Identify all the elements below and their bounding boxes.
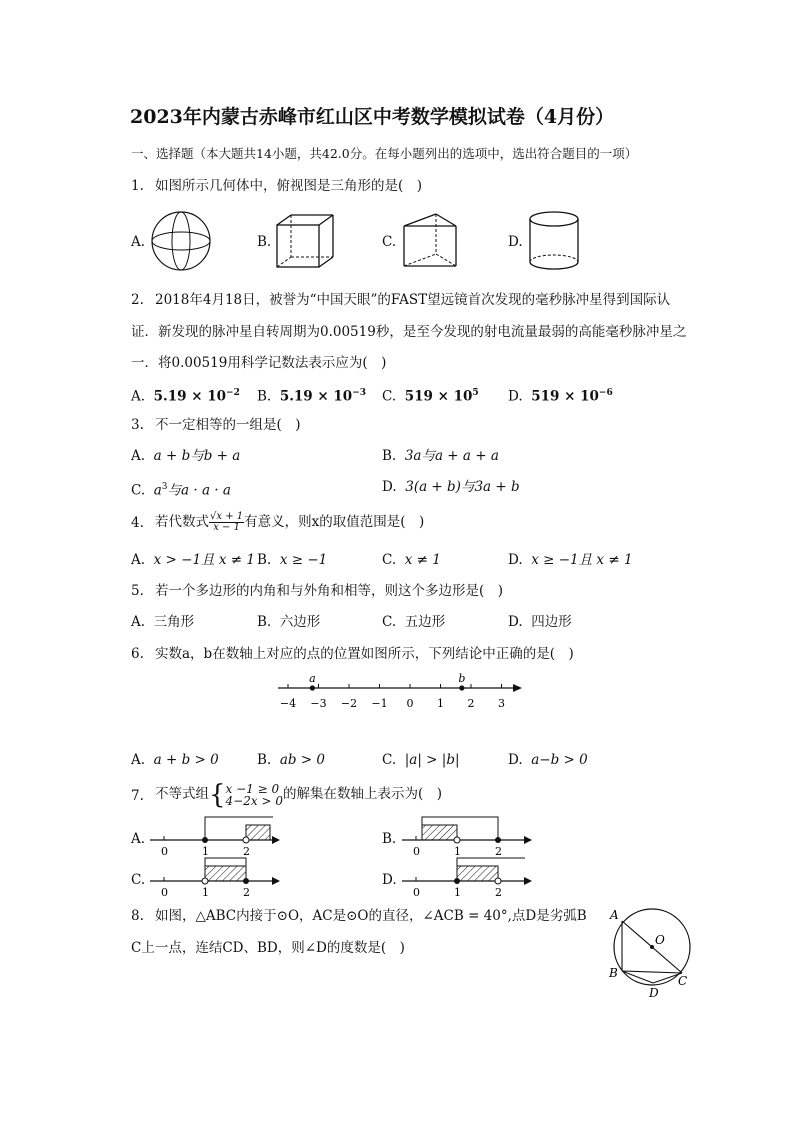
q8-label-a: A (610, 908, 619, 922)
q3-option-c-sup: 3 (161, 482, 168, 492)
q5-option-c[interactable] (382, 614, 445, 630)
q2-option-c-label: C. (382, 388, 397, 405)
q5-number: 5. (131, 583, 144, 599)
q3-option-d-text: 3(a + b)与3a + b (405, 479, 520, 495)
q6-option-c[interactable] (382, 752, 460, 768)
q4-stem-pre: 若代数式 (155, 514, 209, 530)
q8-stem-line2: C上一点，连结CD、BD，则∠D的度数是( ) (131, 940, 405, 956)
q4-option-b-text: x ≥ −1 (279, 552, 328, 568)
q7-option-d-tick-0: 0 (413, 886, 420, 899)
q6-tick-label: 3 (498, 697, 505, 710)
q7-brace: { (209, 779, 226, 810)
q5-option-a-label: A. (131, 614, 146, 630)
q4-stem (155, 508, 424, 536)
q5-option-a[interactable] (131, 614, 194, 630)
q6-point-a (310, 685, 315, 690)
q7-option-c-label[interactable]: C. (131, 872, 146, 888)
q4-option-a-text: x > −1且 x ≠ 1 (153, 552, 255, 568)
q6-tick-label: −1 (371, 697, 388, 710)
q6-option-d-label: D. (508, 752, 523, 768)
q2-option-c-text: 519 × 10 (404, 388, 473, 405)
q6-axis-arrow (513, 684, 522, 692)
q7-option-a-figure (148, 815, 283, 860)
q5-option-c-label: C. (382, 614, 397, 630)
q4-option-a[interactable] (131, 552, 255, 568)
q7-system (226, 783, 283, 807)
q5-option-d-label: D. (508, 614, 523, 630)
q7-option-c-figure (148, 856, 283, 901)
q5-option-b-label: B. (257, 614, 272, 630)
q7-option-d-tick-2: 2 (495, 886, 502, 899)
q3-option-d[interactable] (382, 479, 520, 495)
q5-option-d-text: 四边形 (531, 614, 572, 630)
q6-option-d[interactable] (508, 752, 588, 768)
q7-option-d-label[interactable]: D. (382, 872, 397, 888)
q2-option-b-text: 5.19 × 10 (279, 388, 353, 405)
q7-option-c-tick-0: 0 (161, 886, 168, 899)
q6-option-a-text: a + b > 0 (153, 752, 219, 768)
q7-option-b-label[interactable]: B. (382, 831, 397, 847)
q6-number-line (270, 670, 530, 720)
q2-option-b[interactable] (257, 385, 366, 405)
q7-option-c-tick-1: 1 (202, 886, 209, 899)
q6-point-a-label: a (309, 672, 316, 685)
q1-option-d-label[interactable]: D. (508, 234, 523, 250)
q7-option-b-tick-1: 1 (454, 845, 461, 858)
cube-icon (275, 213, 337, 269)
q8-label-d: D (649, 986, 659, 1000)
q6-option-c-text: |a| > |b| (404, 752, 460, 768)
q6-tick-label: −4 (279, 697, 297, 710)
q4-option-b-label: B. (257, 552, 272, 568)
q5-option-a-text: 三角形 (153, 614, 195, 630)
q3-option-a-label: A. (131, 448, 146, 464)
q8-label-b: B (609, 966, 618, 980)
q1-number: 1. (131, 178, 144, 194)
q2-option-d-label: D. (508, 388, 523, 405)
q7-stem-post: 的解集在数轴上表示为( ) (282, 786, 443, 802)
q4-option-d[interactable] (508, 552, 633, 568)
q3-number: 3. (131, 417, 144, 433)
q2-stem-line2: 证．新发现的脉冲星自转周期为0.00519秒，是至今发现的射电流量最弱的高能毫秒脉冲星之 (131, 324, 687, 340)
q2-option-a[interactable] (131, 385, 240, 405)
q3-option-b-text: 3a与a + a + a (404, 448, 499, 464)
q7-option-a-tick-2: 2 (243, 845, 250, 858)
q1-option-b-label[interactable]: B. (257, 234, 272, 250)
q7-option-b-figure (400, 815, 535, 860)
q5-option-b-text: 六边形 (279, 614, 321, 630)
q4-option-d-label: D. (508, 552, 523, 568)
q4-option-c[interactable] (382, 552, 441, 568)
q7-option-b-tick-0: 0 (413, 845, 420, 858)
q2-option-a-sup: −2 (226, 388, 240, 398)
q3-option-a-text: a + b与b + a (153, 448, 241, 464)
q8-number: 8. (131, 908, 144, 924)
q2-option-d-text: 519 × 10 (531, 388, 599, 405)
q6-number: 6. (131, 646, 144, 662)
q8-label-c: C (678, 974, 688, 988)
cylinder-icon (527, 210, 581, 272)
q3-option-d-label: D. (382, 479, 397, 495)
sphere-icon (150, 210, 214, 272)
q5-option-c-text: 五边形 (404, 614, 446, 630)
q2-option-d-sup: −6 (598, 388, 613, 398)
q6-option-a-label: A. (131, 752, 146, 768)
q7-stem (155, 778, 442, 810)
q7-option-a-tick-0: 0 (161, 845, 168, 858)
q7-option-b-tick-2: 2 (495, 845, 502, 858)
q3-option-c-pre: a (153, 482, 162, 499)
q4-option-c-text: x ≠ 1 (404, 552, 441, 568)
section-heading: 一、选择题（本大题共14小题，共42.0分。在每小题列出的选项中，选出符合题目的一项） (131, 146, 638, 161)
q4-fraction-num: √x + 1 (210, 511, 244, 522)
q4-option-a-label: A. (131, 552, 146, 568)
q2-option-d[interactable] (508, 385, 613, 405)
q6-option-b[interactable] (257, 752, 325, 768)
page-title: 2023年内蒙古赤峰市红山区中考数学模拟试卷（4月份） (130, 106, 615, 128)
q7-stem-pre: 不等式组 (155, 786, 209, 802)
q4-option-c-label: C. (382, 552, 397, 568)
q6-option-d-text: a−b > 0 (531, 752, 588, 768)
q2-option-c-sup: 5 (472, 388, 479, 398)
q3-option-a[interactable] (131, 448, 240, 464)
q3-option-c-post: 与a · a · a (167, 482, 231, 499)
q6-tick-label: −3 (310, 697, 327, 710)
q1-option-c-label[interactable]: C. (382, 234, 397, 250)
q3-option-c-label: C. (131, 482, 146, 499)
q6-option-b-label: B. (257, 752, 272, 768)
q5-option-b[interactable] (257, 614, 320, 630)
q4-fraction (209, 512, 244, 533)
triangular-prism-icon (400, 212, 462, 270)
q2-option-a-label: A. (131, 388, 146, 405)
q7-system-line1: x −1 ≥ 0 (225, 781, 280, 796)
q3-option-b-label: B. (382, 448, 397, 464)
q6-option-a[interactable] (131, 752, 219, 768)
q8-label-o: O (655, 933, 665, 947)
q6-option-c-label: C. (382, 752, 397, 768)
q7-option-c-tick-2: 2 (243, 886, 250, 899)
q3-stem: 不一定相等的一组是( ) (155, 417, 301, 433)
q5-option-d[interactable] (508, 614, 572, 630)
q7-option-a-tick-1: 1 (202, 845, 209, 858)
q6-tick-label: −2 (340, 697, 358, 710)
q4-option-b[interactable] (257, 552, 327, 568)
q2-option-a-text: 5.19 × 10 (153, 388, 227, 405)
q4-option-d-text: x ≥ −1且 x ≠ 1 (531, 552, 633, 568)
q2-stem-line1: 2018年4月18日，被誉为“中国天眼”的FAST望远镜首次发现的毫秒脉冲星得到国际认 (155, 292, 671, 308)
q7-option-d-tick-1: 1 (454, 886, 461, 899)
q1-stem: 如图所示几何体中，俯视图是三角形的是( ) (155, 178, 423, 194)
q7-number: 7. (131, 788, 144, 804)
q8-stem-line1: 如图，△ABC内接于⊙O，AC是⊙O的直径，∠ACB = 40°,点D是劣弧B (155, 908, 587, 924)
q7-system-line2: 4−2x > 0 (225, 793, 283, 808)
q4-stem-post: 有意义，则x的取值范围是( ) (244, 514, 425, 530)
q2-option-c[interactable] (382, 385, 479, 405)
q2-stem-line3: 一．将0.00519用科学记数法表示应为( ) (131, 355, 387, 371)
q6-tick-label: 0 (406, 697, 414, 710)
q6-stem: 实数a，b在数轴上对应的点的位置如图所示，下列结论中正确的是( ) (155, 646, 574, 662)
q5-stem: 若一个多边形的内角和与外角和相等，则这个多边形是( ) (155, 583, 504, 599)
q1-option-a-label[interactable]: A. (131, 234, 146, 250)
q3-option-c[interactable] (131, 479, 231, 499)
q2-option-b-sup: −3 (352, 388, 367, 398)
q7-option-d-figure (400, 856, 535, 901)
q2-number: 2. (131, 292, 144, 308)
q6-point-b (459, 685, 464, 690)
q6-option-b-text: ab > 0 (279, 752, 325, 768)
q3-option-b[interactable] (382, 448, 499, 464)
q6-tick-label: 1 (437, 697, 444, 710)
q6-tick-label: 2 (467, 697, 475, 710)
q6-point-b-label: b (458, 672, 466, 685)
q2-option-b-label: B. (257, 388, 272, 405)
q4-fraction-den: x − 1 (213, 522, 240, 533)
q4-number: 4. (131, 515, 144, 531)
q8-circle-figure (605, 905, 695, 1000)
q7-option-a-label[interactable]: A. (131, 831, 146, 847)
